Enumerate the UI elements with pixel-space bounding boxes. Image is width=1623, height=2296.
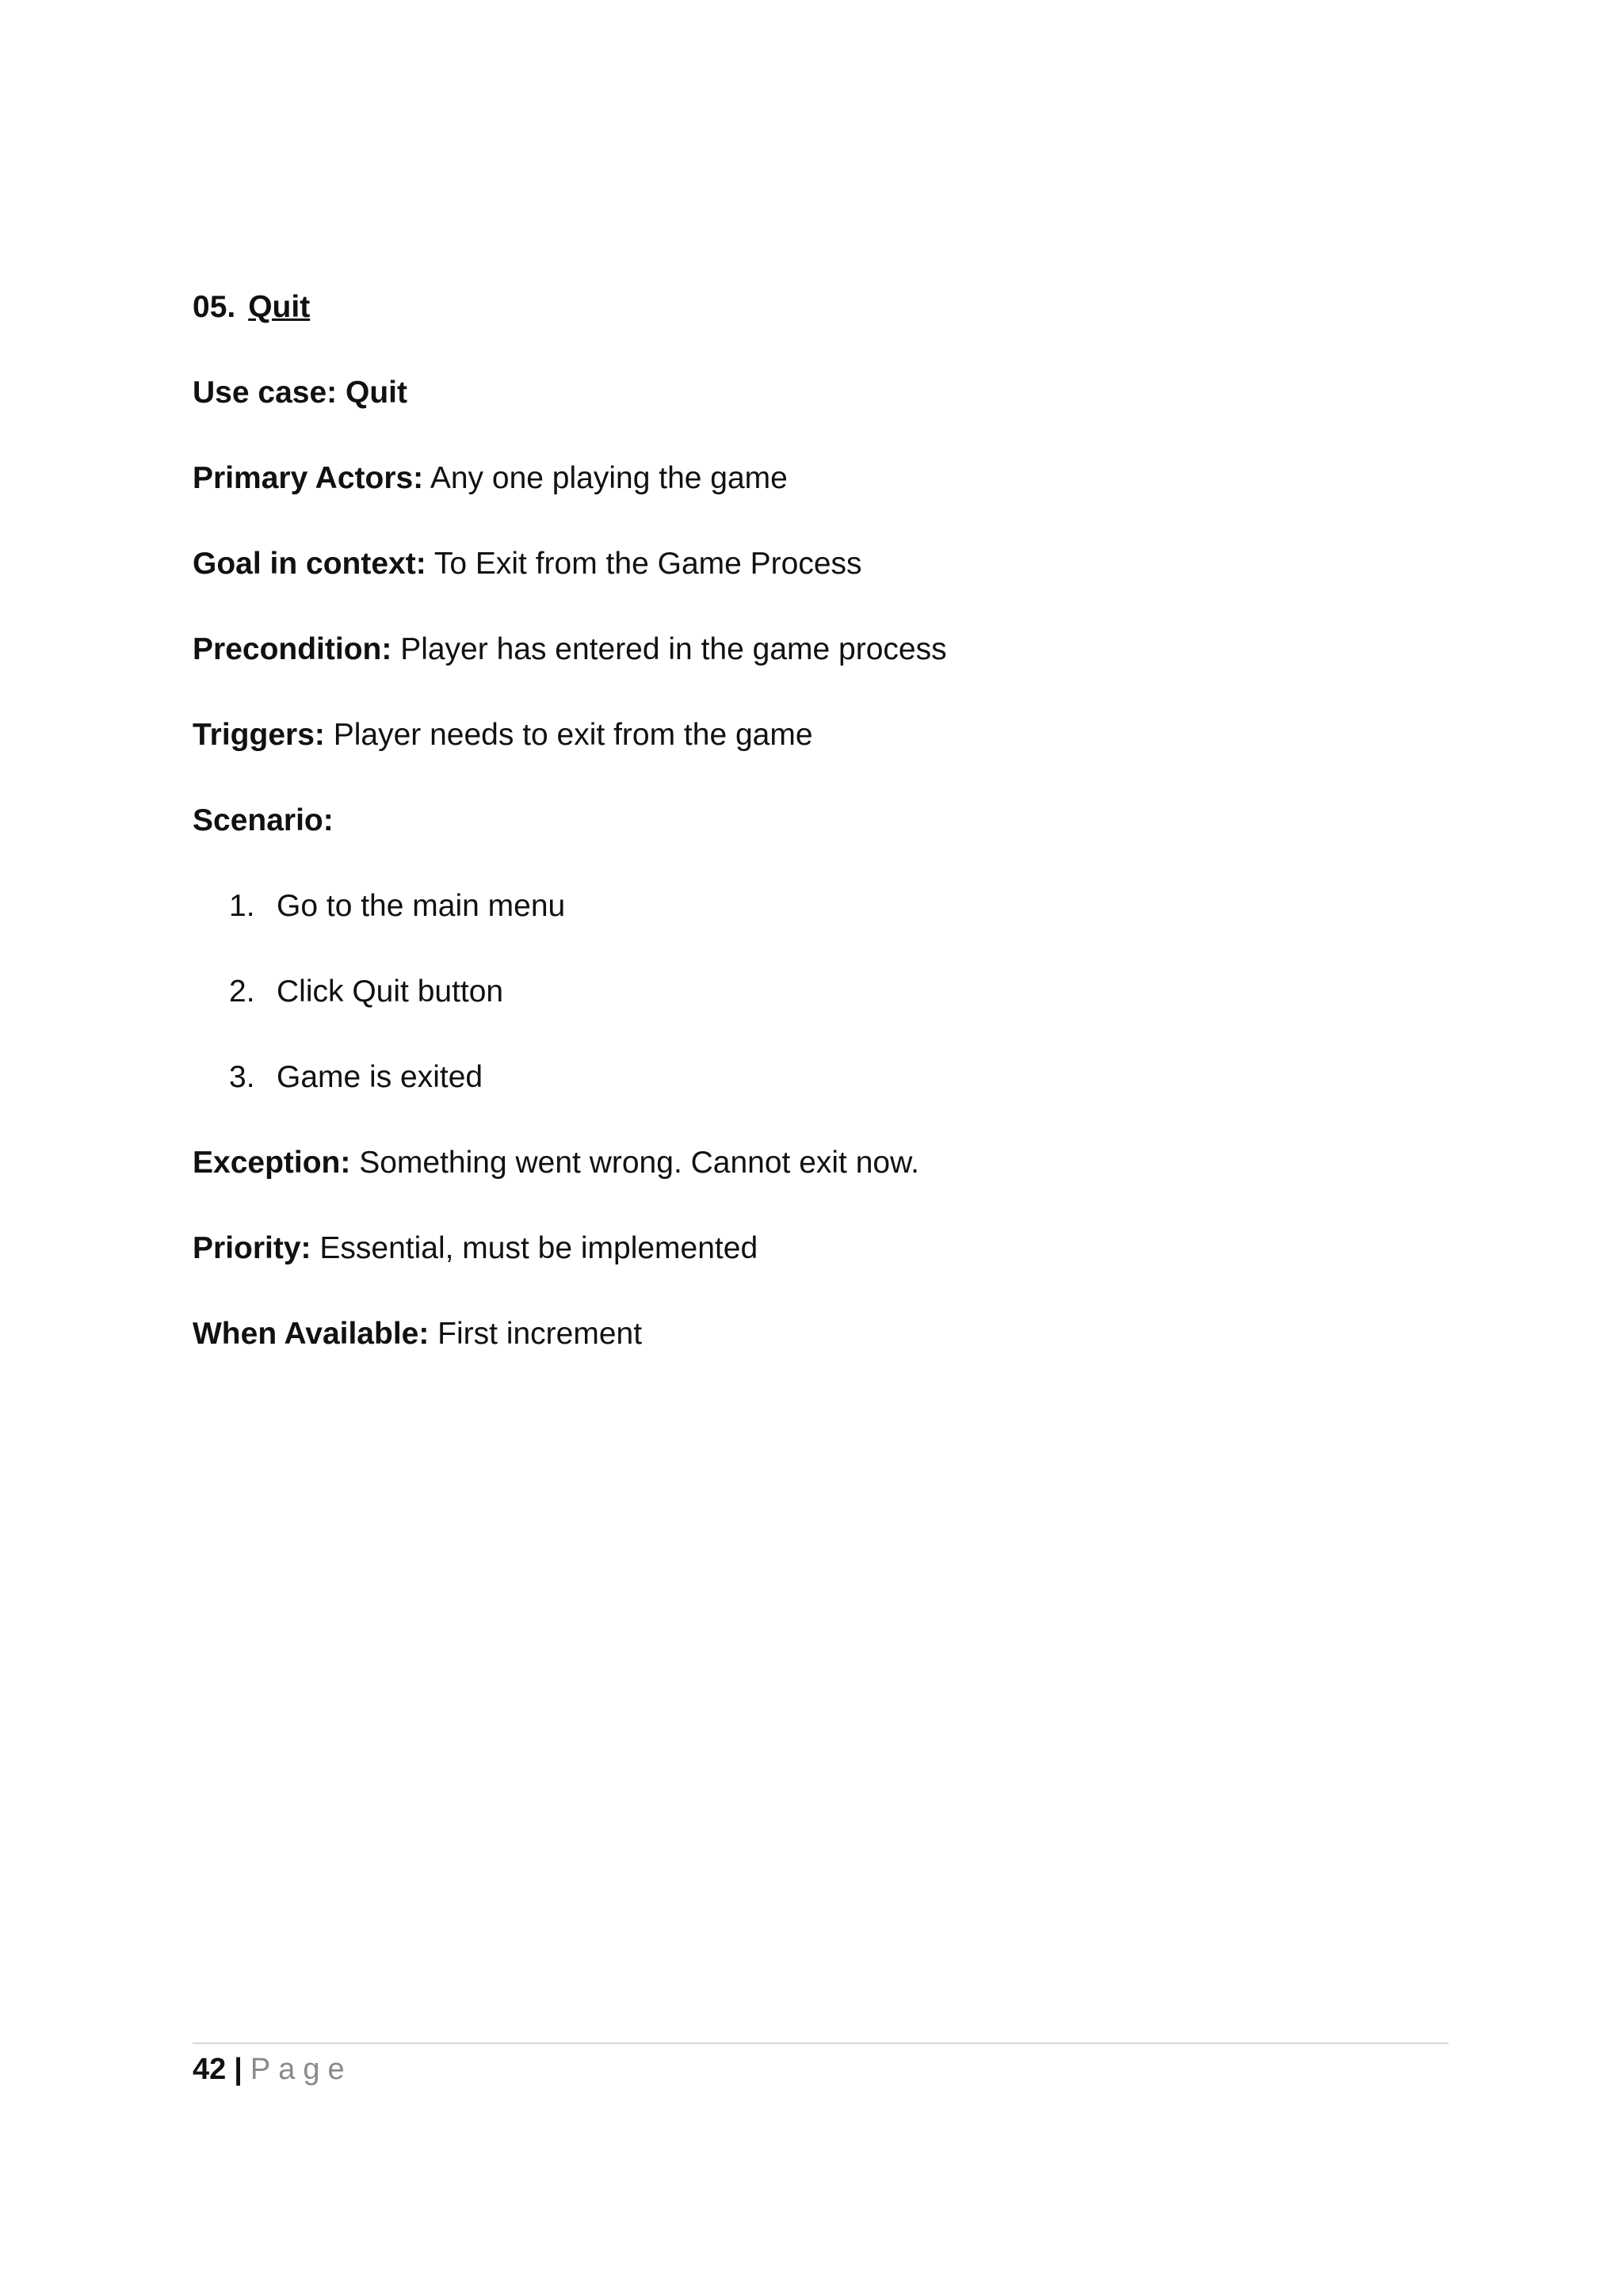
field-priority bbox=[193, 1228, 1461, 1269]
field-goal-in-context bbox=[193, 543, 1461, 585]
field-primary-actors bbox=[193, 458, 1461, 499]
field-scenario bbox=[193, 800, 1461, 841]
field-label: Primary Actors: bbox=[193, 461, 424, 495]
field-label: Goal in context: bbox=[193, 547, 426, 581]
step-text: Game is exited bbox=[277, 1060, 483, 1094]
section-title: Quit bbox=[248, 290, 311, 324]
field-triggers bbox=[193, 715, 1461, 756]
step-text: Click Quit button bbox=[277, 974, 504, 1009]
section-heading bbox=[193, 287, 1461, 328]
field-exception bbox=[193, 1142, 1461, 1184]
page-footer bbox=[193, 2042, 1449, 2090]
footer-divider bbox=[193, 2042, 1449, 2044]
list-item bbox=[193, 886, 1461, 927]
field-label: Precondition: bbox=[193, 632, 392, 666]
page-content bbox=[193, 287, 1461, 1399]
field-label: Triggers: bbox=[193, 718, 325, 752]
list-item bbox=[193, 971, 1461, 1013]
field-label: When Available: bbox=[193, 1317, 430, 1351]
field-use-case bbox=[193, 372, 1461, 414]
field-value: Player has entered in the game process bbox=[400, 632, 947, 666]
field-value: First increment bbox=[437, 1317, 643, 1351]
field-label: Exception: bbox=[193, 1146, 351, 1180]
field-value: To Exit from the Game Process bbox=[433, 547, 862, 581]
footer-separator: | bbox=[234, 2053, 242, 2086]
field-value: Something went wrong. Cannot exit now. bbox=[359, 1146, 919, 1180]
list-item bbox=[193, 1057, 1461, 1098]
field-label: Use case: bbox=[193, 376, 338, 410]
page-number: 42 bbox=[193, 2053, 227, 2086]
step-number: 2. bbox=[229, 974, 255, 1009]
section-number: 05. bbox=[193, 290, 236, 324]
scenario-steps bbox=[193, 886, 1461, 1098]
field-when-available bbox=[193, 1314, 1461, 1355]
step-number: 3. bbox=[229, 1060, 255, 1094]
field-precondition bbox=[193, 629, 1461, 670]
field-value: Any one playing the game bbox=[430, 461, 788, 495]
field-value: Player needs to exit from the game bbox=[333, 718, 813, 752]
field-value: Essential, must be implemented bbox=[319, 1231, 758, 1265]
step-number: 1. bbox=[229, 889, 255, 923]
step-text: Go to the main menu bbox=[277, 889, 566, 923]
field-label: Scenario: bbox=[193, 803, 334, 837]
field-value: Quit bbox=[345, 376, 407, 410]
field-label: Priority: bbox=[193, 1231, 311, 1265]
footer-text bbox=[193, 2049, 1449, 2090]
page-label: Page bbox=[250, 2053, 353, 2086]
